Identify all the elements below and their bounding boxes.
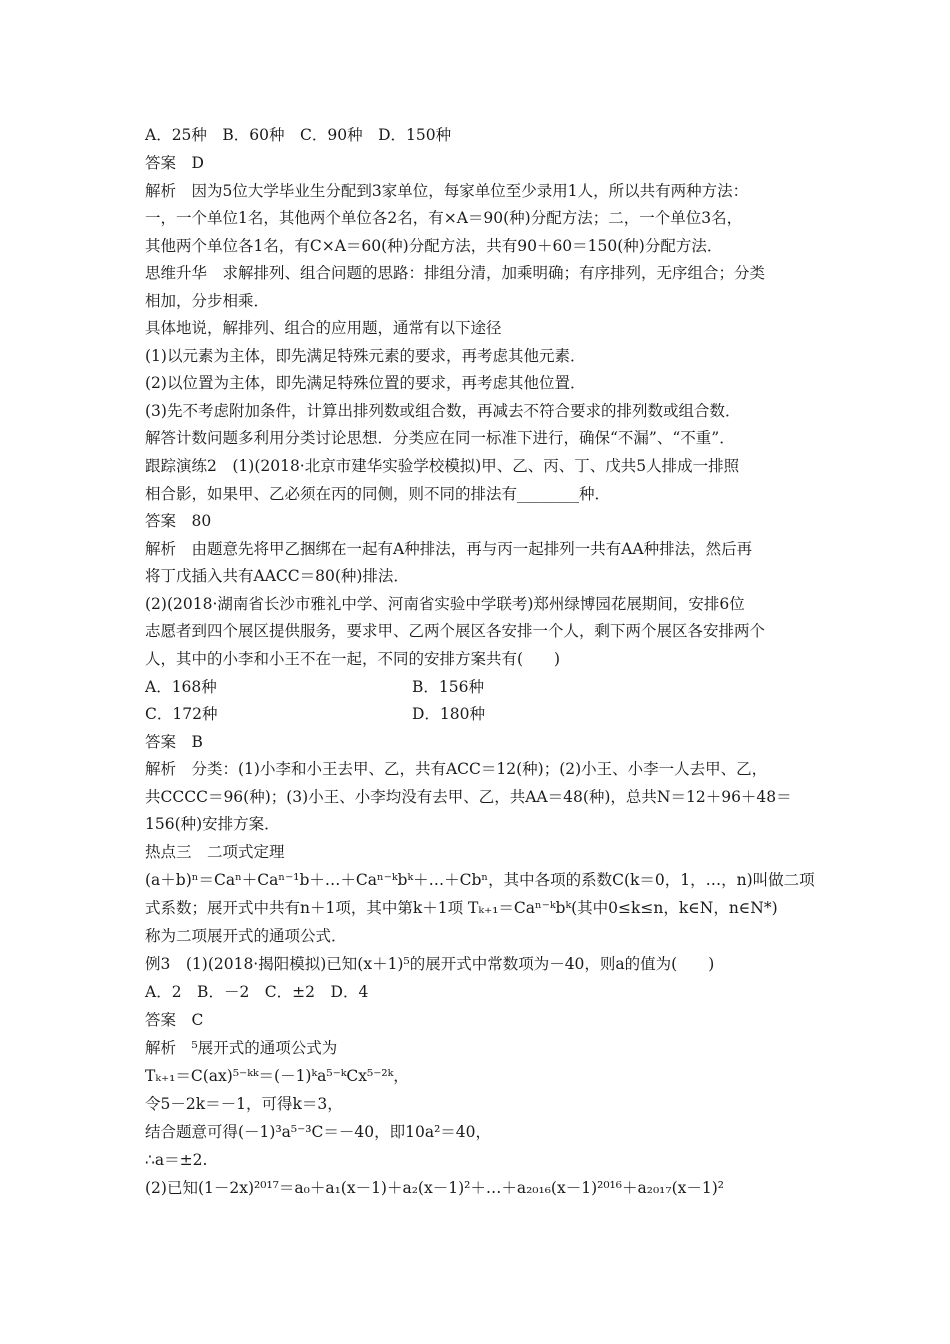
binomial-line: 式系数；展开式中共有n＋1项，其中第k＋1项 Tₖ₊₁＝Caⁿ⁻ᵏbᵏ(其中0≤k≤n，k∈N，n∈N*) <box>145 899 778 917</box>
text-line: (3)先不考虑附加条件，计算出排列数或组合数，再减去不符合要求的排列数或组合数． <box>145 402 741 420</box>
text-line: 令5－2k＝－1，可得k＝3， <box>145 1095 343 1113</box>
binomial-line: (a＋b)ⁿ＝Caⁿ＋Caⁿ⁻¹b＋…＋Caⁿ⁻ᵏbᵏ＋…＋Cbⁿ，其中各项的系数C(k＝0，1，…，n)叫做二项 <box>145 871 815 889</box>
text-line: 思维升华 求解排列、组合问题的思路：排组分清，加乘明确；有序排列，无序组合；分类 <box>145 264 766 282</box>
text-line: (2)已知(1－2x)²⁰¹⁷＝a₀＋a₁(x－1)＋a₂(x－1)²＋…＋a₂₀₁₆(x－1)²⁰¹⁶＋a₂₀₁₇(x－1)² <box>145 1179 724 1197</box>
text-line: 将丁戊插入共有AACC＝80(种)排法． <box>145 567 409 585</box>
text-line: (2)(2018·湖南省长沙市雅礼中学、河南省实验中学联考)郑州绿博园花展期间，安排6位 <box>145 595 745 613</box>
exercise-line: 跟踪演练2 (1)(2018·北京市建华实验学校模拟)甲、乙、丙、丁、戊共5人排成一排照 <box>145 457 740 475</box>
text-line: 志愿者到四个展区提供服务，要求甲、乙两个展区各安排一个人，剩下两个展区各安排两个 <box>145 622 766 640</box>
example-line: 例3 (1)(2018·揭阳模拟)已知(x＋1)⁵的展开式中常数项为－40，则a的值为( ) <box>145 955 715 973</box>
text-line: ∴a＝±2. <box>145 1151 208 1169</box>
answer-line: 答案 B <box>145 733 203 751</box>
option-a: A．168种 <box>145 678 217 696</box>
options-line: A．25种 B．60种 C．90种 D．150种 <box>145 126 452 144</box>
example-options: A．2 B．－2 C．±2 D．4 <box>145 983 369 1001</box>
text-line: (2)以位置为主体，即先满足特殊位置的要求，再考虑其他位置． <box>145 374 586 392</box>
text-line: 一，一个单位1名，其他两个单位各2名，有×A＝90(种)分配方法；二，一个单位3名， <box>145 209 743 227</box>
option-b: B．156种 <box>412 678 484 696</box>
text-line: (1)以元素为主体，即先满足特殊元素的要求，再考虑其他元素． <box>145 347 586 365</box>
answer-line: 答案 D <box>145 154 204 172</box>
text-line: 其他两个单位各1名，有C×A＝60(种)分配方法，共有90＋60＝150(种)分配方法． <box>145 237 723 255</box>
text-line: 相加，分步相乘． <box>145 292 270 310</box>
text-line: 结合题意可得(－1)³a⁵⁻³C＝－40，即10a²＝40， <box>145 1123 492 1141</box>
text-line: 解答计数问题多利用分类讨论思想．分类应在同一标准下进行，确保“不漏”、“不重”． <box>145 429 735 447</box>
option-d: D．180种 <box>412 705 486 723</box>
text-line: 156(种)安排方案． <box>145 815 280 833</box>
text-line: 人，其中的小李和小王不在一起，不同的安排方案共有( ) <box>145 650 561 668</box>
answer-line: 答案 80 <box>145 512 212 530</box>
analysis-line: 解析 因为5位大学毕业生分配到3家单位，每家单位至少录用1人，所以共有两种方法： <box>145 182 749 200</box>
formula-line: Tₖ₊₁＝C(ax)⁵⁻ᵏᵏ＝(－1)ᵏa⁵⁻ᵏCx⁵⁻²ᵏ， <box>145 1067 409 1085</box>
analysis-line: 解析 由题意先将甲乙捆绑在一起有A种排法，再与丙一起排列一共有AA种排法，然后再 <box>145 540 753 558</box>
analysis-line: 解析 分类：(1)小李和小王去甲、乙，共有ACC＝12(种)；(2)小王、小李一人去甲、乙， <box>145 760 768 778</box>
text-line: 共CCCC＝96(种)；(3)小王、小李均没有去甲、乙，共AA＝48(种)，总共N＝12＋96＋48＝ <box>145 788 792 806</box>
analysis-line: 解析 ⁵展开式的通项公式为 <box>145 1039 338 1057</box>
answer-line: 答案 C <box>145 1011 204 1029</box>
text-line: 具体地说，解排列、组合的应用题，通常有以下途径 <box>145 319 502 337</box>
binomial-line: 称为二项展开式的通项公式． <box>145 927 347 945</box>
option-c: C．172种 <box>145 705 218 723</box>
text-line: 相合影，如果甲、乙必须在丙的同侧，则不同的排法有________种． <box>145 485 611 503</box>
section-heading: 热点三 二项式定理 <box>145 843 285 861</box>
